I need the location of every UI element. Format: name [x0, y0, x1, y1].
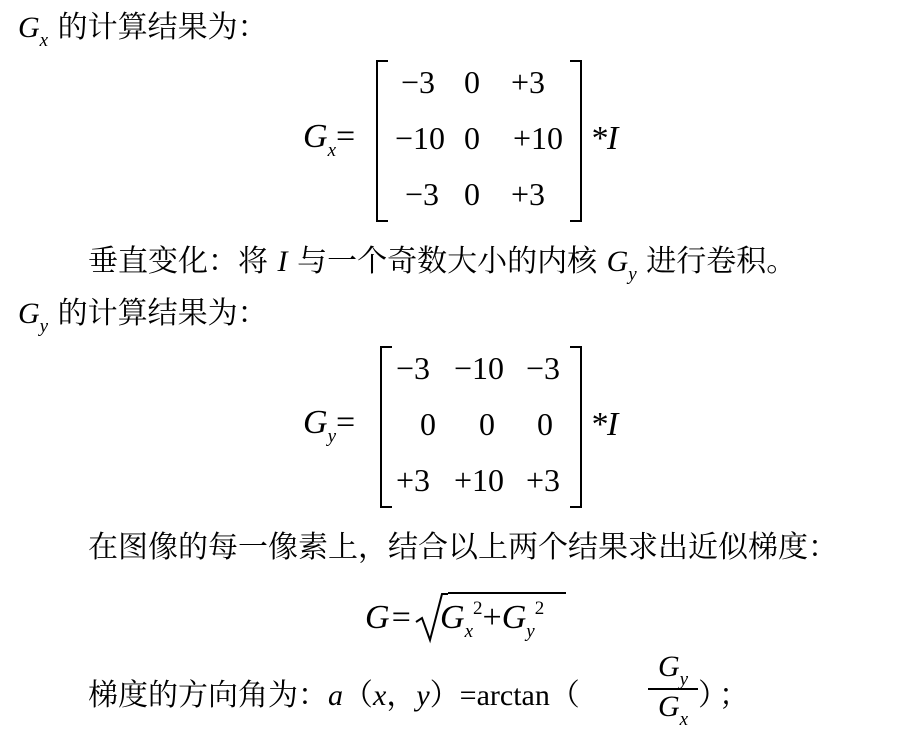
gx-cell: 0: [464, 64, 480, 100]
gy-cell: −3: [395, 350, 431, 386]
gy-eq-tail: [590, 406, 618, 444]
line5-paren-close: ）: [698, 678, 713, 713]
gy-subscript: y: [39, 316, 49, 337]
rad-gx: G: [440, 599, 465, 636]
fraction-numerator: [648, 650, 698, 688]
gx-eq-tail: [590, 120, 618, 158]
rad-gy: G: [501, 599, 527, 636]
gx-subscript: x: [39, 30, 49, 51]
gy-eq-tail-text: *I: [590, 406, 619, 443]
line4-text: 在图像的每一像素上，结合以上两个结果求出近似梯度：: [88, 530, 838, 565]
line5-paren-open: （: [549, 678, 580, 713]
gy-eq-lhs: [303, 404, 356, 447]
gx-cell: −10: [394, 120, 446, 156]
line5-text: [88, 678, 580, 714]
line2-text-b: 与一个奇数大小的内核: [287, 244, 607, 279]
line5-args-close: ）: [429, 678, 460, 713]
gy-eq-symbol: G: [303, 404, 328, 441]
gx-eq-lhs: [303, 118, 356, 161]
rad-gy-sup: 2: [534, 598, 545, 619]
line2-text-c: 进行卷积。: [636, 244, 797, 279]
direction-fraction: [648, 650, 698, 728]
line5-alpha: a: [328, 679, 343, 712]
num-sub: y: [679, 669, 689, 690]
gx-eq-sign: =: [336, 118, 356, 155]
gy-cell: 0: [420, 406, 436, 442]
num-g: G: [657, 650, 680, 683]
gy-heading: [18, 296, 268, 336]
gy-cell: +10: [453, 462, 505, 498]
line5-x: x: [373, 679, 387, 712]
gy-cell: −3: [525, 350, 561, 386]
rad-gx-sup: 2: [473, 598, 483, 619]
g-eq-lhs: [365, 599, 413, 637]
line5-args-open: （: [343, 678, 373, 713]
line2-g-symbol: G: [606, 245, 629, 278]
gx-symbol: G: [18, 11, 40, 44]
rad-plus: +: [482, 599, 502, 636]
gy-symbol: G: [18, 297, 40, 330]
line5-arctan: =arctan: [459, 679, 550, 712]
gy-heading-text: 的计算结果为：: [48, 296, 268, 331]
line2-var-i: I: [277, 245, 288, 278]
gy-cell: 0: [479, 406, 495, 442]
gx-cell: −3: [400, 64, 436, 100]
gy-cell: +3: [395, 462, 431, 498]
rad-gx-sub: x: [464, 621, 473, 642]
gx-cell: +10: [512, 120, 564, 156]
gy-cell: +3: [525, 462, 561, 498]
den-g: G: [657, 690, 680, 723]
line5-y: y: [416, 679, 430, 712]
gx-cell: +3: [510, 176, 546, 212]
gx-cell: +3: [510, 64, 546, 100]
gradient-paragraph: [88, 530, 838, 566]
vertical-change-paragraph: [88, 244, 796, 284]
gx-heading-text: 的计算结果为：: [48, 10, 268, 45]
line5-close: [698, 678, 749, 714]
gx-eq-subscript: x: [327, 140, 336, 161]
line2-g-subscript: y: [628, 264, 637, 285]
gy-eq-sign: =: [336, 404, 356, 441]
gx-cell: 0: [464, 120, 480, 156]
g-eq-lhs-text: G=: [365, 599, 413, 636]
gx-cell: 0: [464, 176, 480, 212]
den-sub: x: [679, 709, 689, 730]
gx-heading: [18, 10, 268, 50]
fraction-denominator: [648, 690, 698, 728]
sqrt-radicand: [440, 598, 545, 642]
line5-end: ；: [719, 678, 749, 713]
gy-cell: −10: [453, 350, 505, 386]
line5-label: 梯度的方向角为：: [88, 678, 328, 713]
rad-gy-sub: y: [526, 621, 535, 642]
line5-comma: ，: [386, 678, 417, 713]
gy-cell: 0: [537, 406, 553, 442]
gy-eq-subscript: y: [327, 426, 336, 447]
sqrt-vinculum: [448, 592, 566, 594]
gx-eq-symbol: G: [303, 118, 328, 155]
gx-cell: −3: [404, 176, 440, 212]
gx-eq-tail-text: *I: [590, 120, 619, 157]
line2-text-a: 垂直变化：将: [88, 244, 278, 279]
